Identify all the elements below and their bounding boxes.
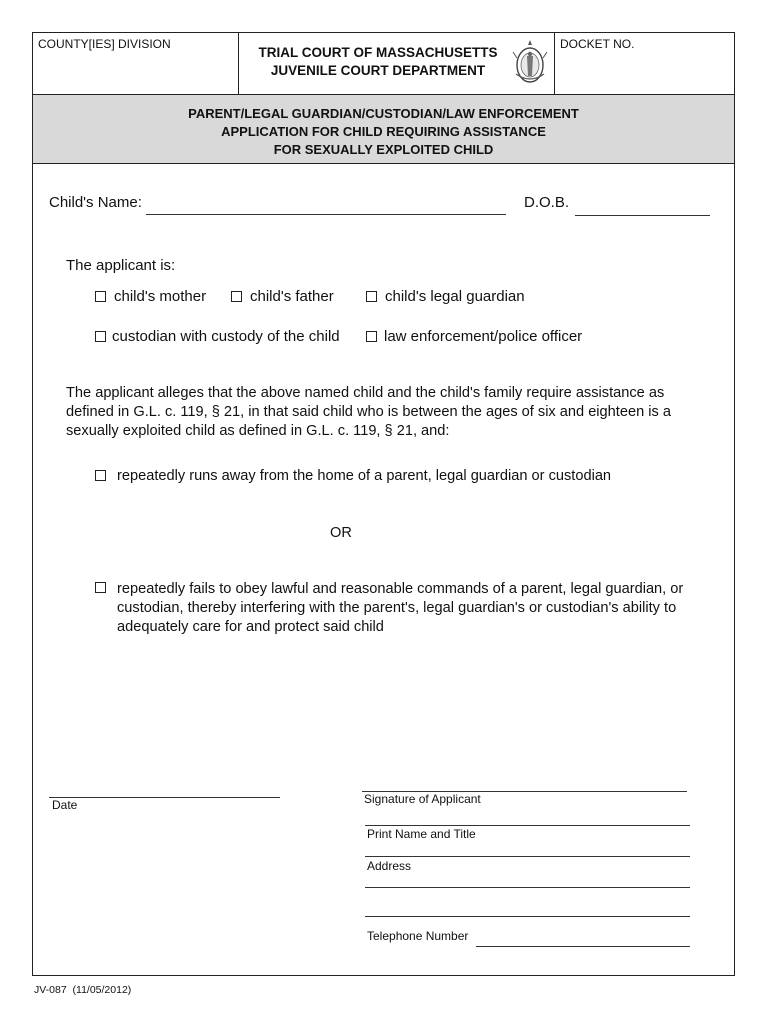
option-fails-line2: custodian, thereby interfering with the parent's, legal guardian's or custodian's ability to xyxy=(117,600,677,616)
address-label: Address xyxy=(367,859,412,873)
court-name-line2: JUVENILE COURT DEPARTMENT xyxy=(270,63,486,78)
docket-number-label: DOCKET NO. xyxy=(560,37,635,51)
signature-label: Signature of Applicant xyxy=(364,792,481,806)
dob-label: D.O.B. xyxy=(524,194,570,211)
address-field-line3[interactable] xyxy=(365,916,690,917)
print-name-label: Print Name and Title xyxy=(367,827,476,841)
address-field-line1[interactable] xyxy=(365,856,690,857)
telephone-field[interactable] xyxy=(476,946,690,947)
date-label: Date xyxy=(52,798,78,812)
checkbox-law-enforcement[interactable] xyxy=(366,331,377,342)
form-title-line1: PARENT/LEGAL GUARDIAN/CUSTODIAN/LAW ENFORCEMENT xyxy=(188,106,579,121)
option-runs-away: repeatedly runs away from the home of a parent, legal guardian or custodian xyxy=(117,468,612,484)
option-fails-to-obey xyxy=(117,580,717,637)
checkbox-childs-father[interactable] xyxy=(231,291,242,302)
option-childs-mother: child's mother xyxy=(114,288,207,305)
court-name xyxy=(238,44,518,80)
allegation-paragraph xyxy=(66,384,716,441)
form-id: JV-087 (11/05/2012) xyxy=(34,984,132,996)
court-cell-divider xyxy=(554,33,555,94)
date-field[interactable] xyxy=(49,797,280,798)
print-name-field[interactable] xyxy=(365,825,690,826)
child-name-field[interactable] xyxy=(146,214,506,215)
option-fails-line1: repeatedly fails to obey lawful and reasonable commands of a parent, legal guardian, or xyxy=(117,581,684,597)
option-custodian: custodian with custody of the child xyxy=(112,328,340,345)
option-law-enforcement: law enforcement/police officer xyxy=(384,328,583,345)
checkbox-custodian[interactable] xyxy=(95,331,106,342)
allegation-line2: defined in G.L. c. 119, § 21, in that said child who is between the ages of six and eighteen is a xyxy=(66,404,671,420)
checkbox-childs-legal-guardian[interactable] xyxy=(366,291,377,302)
option-childs-legal-guardian: child's legal guardian xyxy=(385,288,525,305)
applicant-intro: The applicant is: xyxy=(66,257,176,274)
allegation-line3: sexually exploited child as defined in G.L. c. 119, § 21, and: xyxy=(66,423,450,439)
docket-number-field[interactable] xyxy=(560,54,730,90)
option-childs-father: child's father xyxy=(250,288,334,305)
address-field-line2[interactable] xyxy=(365,887,690,888)
dob-field[interactable] xyxy=(575,215,710,216)
county-division-field[interactable] xyxy=(38,54,233,90)
telephone-label: Telephone Number xyxy=(367,929,469,943)
checkbox-fails-to-obey[interactable] xyxy=(95,582,106,593)
child-name-label: Child's Name: xyxy=(49,194,142,211)
court-name-line1: TRIAL COURT OF MASSACHUSETTS xyxy=(258,45,498,60)
option-fails-line3: adequately care for and protect said child xyxy=(117,619,384,635)
form-title-line3: FOR SEXUALLY EXPLOITED CHILD xyxy=(273,142,494,157)
allegation-line1: The applicant alleges that the above named child and the child's family require assistance as xyxy=(66,385,665,401)
checkbox-runs-away[interactable] xyxy=(95,470,106,481)
checkbox-childs-mother[interactable] xyxy=(95,291,106,302)
county-division-label: COUNTY[IES] DIVISION xyxy=(38,37,171,51)
form-title-line2: APPLICATION FOR CHILD REQUIRING ASSISTANCE xyxy=(221,124,546,139)
state-seal-icon xyxy=(511,38,549,86)
form-title-band xyxy=(33,94,734,164)
form-title xyxy=(33,105,734,159)
or-separator: OR xyxy=(330,525,352,541)
